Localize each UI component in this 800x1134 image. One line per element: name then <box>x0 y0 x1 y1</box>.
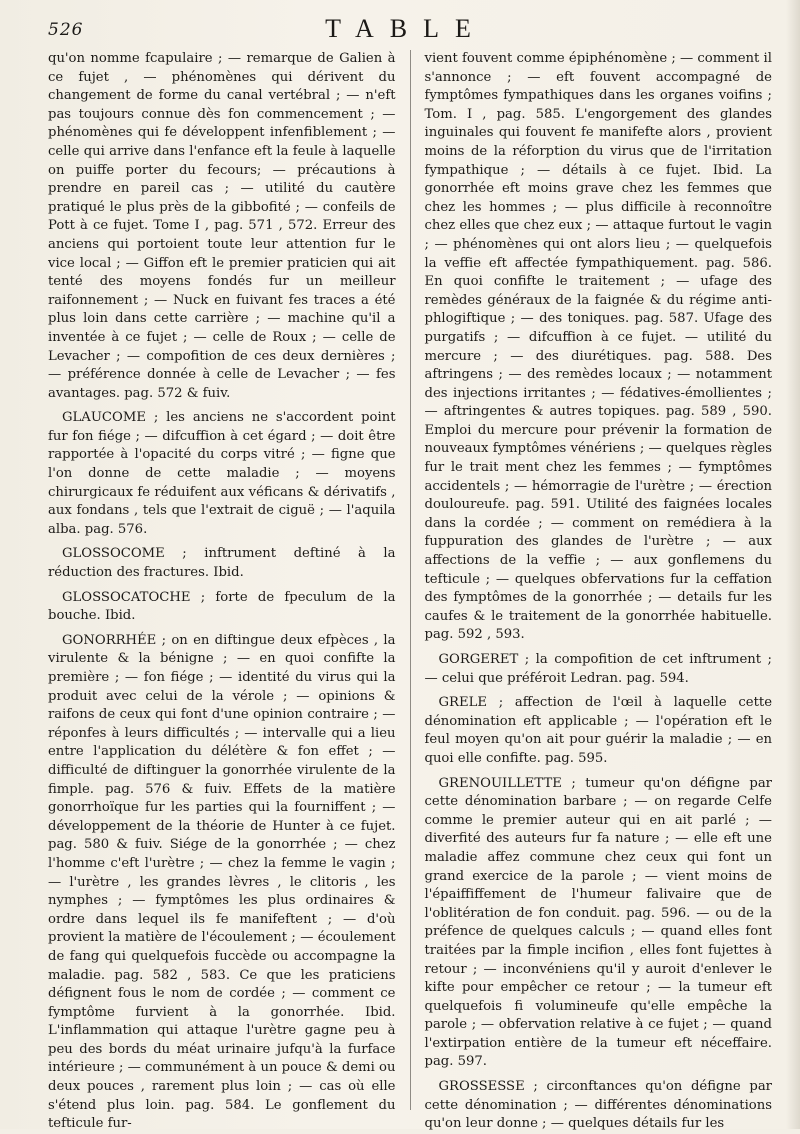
left-column <box>48 50 396 1132</box>
running-title: TABLE <box>325 14 487 43</box>
index-entry: GROSSESSE ; circonftances qu'on défigne par cette dénomination ; — différentes dénominations qu'on leur donne ; — quelques détails fur les <box>424 1079 772 1132</box>
index-entry: vient fouvent comme épiphénomène ; — comment il s'annonce ; — eft fouvent accompagné de fymptômes fympathiques dans les organes voifins ; Tom. I , pag. 585. L'engorgement des glandes inguinales qui fouvent fe manifefte alors , provient moins de la réforption du virus que de l'irritation fympathique ; — détails à ce fujet. Ibid. La gonorrhée eft moins grave chez les femmes que chez les hommes ; — plus difficile à reconnoître chez elles que chez eux ; — attaque furtout le vagin ; — phénomènes qui ont alors lieu ; — quelquefois la veffie eft affectée fympathiquement. pag. 586. En quoi confifte le traitement ; — ufage des remèdes généraux de la faignée & du régime anti-phlogiftique ; — des toniques. pag. 587. Ufage des purgatifs ; — difcuffion à ce fujet. — utilité du mercure ; — des diurétiques. pag. 588. Des aftringens ; — des remèdes locaux ; — notamment des injections irritantes ; — fédatives-émollientes ; — aftringentes & autres topiques. pag. 589 , 590. Emploi du mercure pour prévenir la formation de nouveaux fymptômes vénériens ; — quelques règles fur le trait ment chez les femmes ; — fymptômes accidentels ; — hémorragie de l'urètre ; — érection douloureufe. pag. 591. Utilité des faignées locales dans la cordée ; — comment on remédiera à la fuppuration des glandes de l'urètre ; — aux affections de la veffie ; — aux gonflemens du tefticule ; — quelques obfervations fur la ceffation des fymptômes de la gonorrhée ; — details fur les caufes & le traitement de la gonorrhée habituelle. pag. 592 , 593. <box>424 51 772 643</box>
page-number: 526 <box>48 20 84 40</box>
index-entry: GORGERET ; la compofition de cet inftrument ; — celui que préféroit Ledran. pag. 594. <box>424 652 772 686</box>
column-divider <box>410 50 411 1110</box>
index-entry: GLAUCOME ; les anciens ne s'accordent point fur fon fiége ; — difcuffion à cet égard ; — doit être rapportée à l'opacité du corps vitré ; — figne que l'on donne de cette maladie ; — moyens chirurgicaux fe réduifent aux véficans & dérivatifs , aux fondans , tels que l'extrait de ciguë ; — l'aquila alba. pag. 576. <box>48 410 396 537</box>
index-entry: GRENOUILLETTE ; tumeur qu'on défigne par cette dénomination barbare ; — on regarde Celfe comme le premier auteur qui en ait parlé ; — diverfité des auteurs fur fa nature ; — elle eft une maladie affez commune chez ceux qui font un grand exercice de la parole ; — vient moins de l'épaiffiffement de l'humeur falivaire que de l'oblitération de fon conduit. pag. 596. — ou de la préfence de quelques calculs ; — quand elles font traitées par la fimple incifion , elles font fujettes à retour ; — inconvéniens qu'il y auroit d'enlever le kifte pour empêcher ce retour ; — la tumeur eft quelquefois fi volumineufe qu'elle empêche la parole ; — obfervation relative à ce fujet ; — quand l'extirpation entière de la tumeur eft néceffaire. pag. 597. <box>424 775 772 1070</box>
text-columns <box>48 50 772 1132</box>
page-header <box>48 14 764 44</box>
page-edge-shadow <box>786 0 800 1129</box>
right-column <box>424 50 773 1132</box>
index-entry: GRELE ; affection de l'œil à laquelle cette dénomination eft applicable ; — l'opération eft le feul moyen qu'on ait pour guérir la maladie ; — en quoi elle confifte. pag. 595. <box>424 695 772 766</box>
index-entry: qu'on nomme fcapulaire ; — remarque de Galien à ce fujet , — phénomènes qui dérivent du changement de forme du canal vertébral ; — n'eft pas toujours connue dès fon commencement ; — phénomènes qui fe développent infenfiblement ; — celle qui arrive dans l'enfance eft la feule à laquelle on puiffe porter du fecours; — précautions à prendre en pareil cas ; — utilité du cautère pratiqué le plus près de la gibbofité ; — confeils de Pott à ce fujet. Tome I , pag. 571 , 572. Erreur des anciens qui portoient toute leur attention fur le vice local ; — Giffon eft le premier praticien qui ait tenté des moyens fondés fur un meilleur raifonnement ; — Nuck en fuivant fes traces a été plus loin dans cette carrière ; — machine qu'il a inventée à ce fujet ; — celle de Roux ; — celle de Levacher ; — compofition de ces deux dernières ; — préférence donnée à celle de Levacher ; — fes avantages. pag. 572 & fuiv. <box>48 51 396 401</box>
index-entry: GLOSSOCATOCHE ; forte de fpeculum de la bouche. Ibid. <box>48 589 396 624</box>
index-entry: GONORRHÉE ; on en diftingue deux efpèces , la virulente & la bénigne ; — en quoi confifte la première ; — fon fiége ; — identité du virus qui la produit avec celui de la vérole ; — opinions & raifons de ceux qui font d'une opinion contraire ; — réponfes à leurs difficultés ; — intervalle qui a lieu entre l'application du délétère & fon effet ; — difficulté de diftinguer la gonorrhée virulente de la fimple. pag. 576 & fuiv. Effets de la matière gonorrhoïque fur les parties qui la fourniffent ; — développement de la théorie de Hunter à ce fujet. pag. 580 & fuiv. Siége de la gonorrhée ; — chez l'homme c'eft l'urètre ; — chez la femme le vagin ; — l'urètre , les grandes lèvres , le clitoris , les nymphes ; — fymptômes les plus ordinaires & ordre dans lequel ils fe manifeftent ; — d'où provient la matière de l'écoulement ; — écoulement de fang qui quelquefois fuccède ou accompagne la maladie. pag. 582 , 583. Ce que les praticiens défignent fous le nom de cordée ; — comment ce fymptôme furvient à la gonorrhée. Ibid. L'inflammation qui attaque l'urètre gagne peu à peu des bords du méat urinaire jufqu'à la furface intérieure ; — communément à un pouce & demi ou deux pouces , rarement plus loin ; — cas où elle s'étend plus loin. pag. 584. Le gonflement du tefticule fur- <box>48 632 396 1132</box>
index-entry: GLOSSOCOME ; inftrument deftiné à la réduction des fractures. Ibid. <box>48 546 396 581</box>
